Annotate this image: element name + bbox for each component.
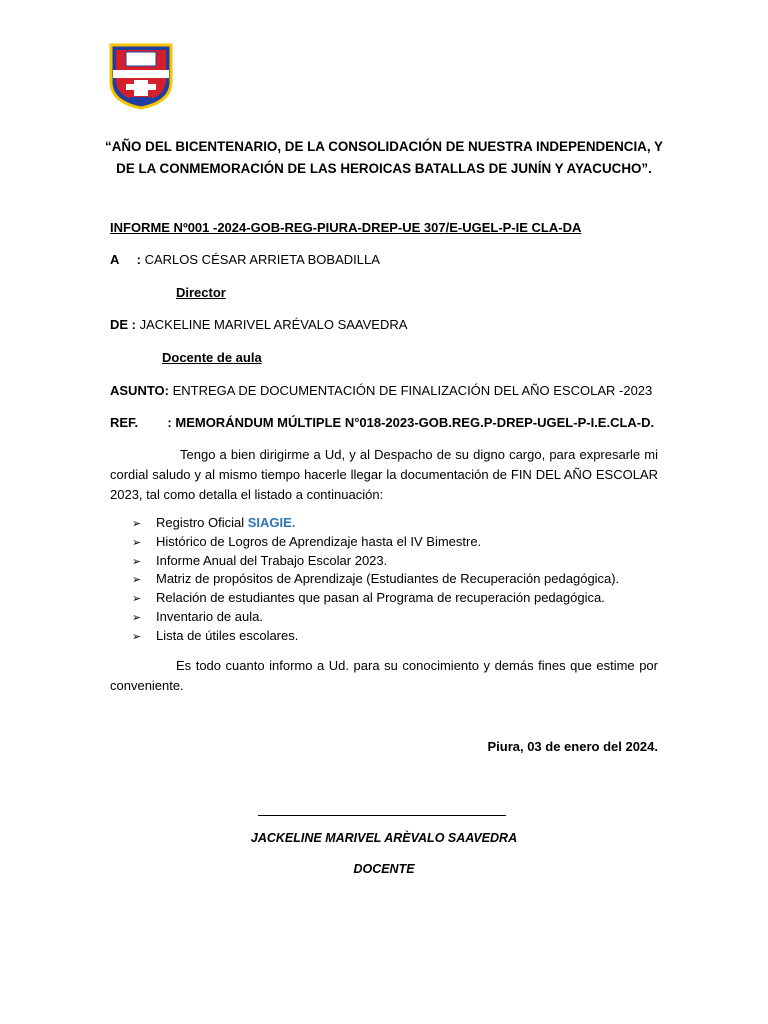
- body-paragraph: [110, 445, 658, 505]
- reference-line: [110, 415, 654, 430]
- motto-line-2: DE LA CONMEMORACIÓN DE LAS HEROICAS BATALLAS DE JUNÍN Y AYACUCHO”.: [116, 161, 652, 176]
- closing-paragraph: [110, 656, 658, 696]
- list-item-text: Informe Anual del Trabajo Escolar 2023.: [156, 552, 388, 568]
- list-item-text: Lista de útiles escolares.: [156, 627, 299, 643]
- arrow-bullet-icon: ➢: [132, 536, 142, 549]
- date-line: Piura, 03 de enero del 2024.: [487, 739, 658, 754]
- school-crest-logo: [108, 42, 174, 110]
- reference-text: : MEMORÁNDUM MÚLTIPLE N°018-2023-GOB.REG.P-DREP-UGEL-P-I.E.CLA-D.: [167, 415, 655, 430]
- list-item: [132, 589, 619, 608]
- list-item: [132, 514, 619, 533]
- list-item: [132, 570, 619, 589]
- addressee-role: Director: [176, 285, 226, 300]
- arrow-bullet-icon: ➢: [132, 630, 142, 643]
- year-motto: [90, 136, 678, 180]
- list-item-text: Histórico de Logros de Aprendizaje hasta el IV Bimestre.: [156, 533, 482, 549]
- addressee-label: A: [110, 252, 120, 267]
- subject-label: ASUNTO:: [110, 383, 169, 398]
- sender-label: DE :: [110, 317, 136, 332]
- arrow-bullet-icon: ➢: [132, 555, 142, 568]
- list-item: [132, 608, 619, 627]
- body-paragraph-text: Tengo a bien dirigirme a Ud, y al Despacho de su digno cargo, para expresarle mi cordial saludo y al mismo tiempo hacerle llegar la documentación de FIN DEL AÑO ESCOLAR 2023, tal como detalla el listado a continuación:: [110, 447, 658, 502]
- document-list: [132, 514, 619, 646]
- list-item: [132, 627, 619, 646]
- list-item: [132, 552, 619, 571]
- sender-role: Docente de aula: [162, 350, 262, 365]
- list-item-text: Registro Oficial: [156, 515, 248, 530]
- siagie-highlight: SIAGIE.: [247, 515, 296, 530]
- sender-line: [110, 317, 407, 332]
- list-item: [132, 533, 619, 552]
- informe-number: INFORME Nº001 -2024-GOB-REG-PIURA-DREP-UE 307/E-UGEL-P-IE CLA-DA: [110, 220, 582, 235]
- list-item-text: Matriz de propósitos de Aprendizaje (Estudiantes de Recuperación pedagógica).: [156, 571, 620, 587]
- list-item-text: Relación de estudiantes que pasan al Programa de recuperación pedagógica.: [156, 590, 605, 606]
- addressee-name: CARLOS CÉSAR ARRIETA BOBADILLA: [144, 252, 380, 267]
- arrow-bullet-icon: ➢: [132, 518, 142, 530]
- motto-line-1: “AÑO DEL BICENTENARIO, DE LA CONSOLIDACIÓN DE NUESTRA INDEPENDENCIA, Y: [105, 139, 663, 154]
- arrow-bullet-icon: ➢: [132, 611, 142, 624]
- signature-name: JACKELINE MARIVEL ARÈVALO SAAVEDRA: [250, 831, 518, 845]
- sender-name: JACKELINE MARIVEL ARÉVALO SAAVEDRA: [139, 317, 408, 332]
- addressee-line: [110, 252, 380, 267]
- signature-line: [258, 815, 506, 816]
- arrow-bullet-icon: ➢: [132, 574, 142, 587]
- subject-text: ENTREGA DE DOCUMENTACIÓN DE FINALIZACIÓN DEL AÑO ESCOLAR -2023: [172, 383, 653, 398]
- list-item-text: Inventario de aula.: [156, 608, 263, 624]
- reference-label: REF.: [110, 415, 139, 430]
- addressee-separator: :: [136, 252, 141, 267]
- signature-role: DOCENTE: [353, 862, 415, 876]
- closing-paragraph-text: Es todo cuanto informo a Ud. para su conocimiento y demás fines que estime por conveniente.: [110, 658, 658, 693]
- subject-line: [110, 383, 652, 398]
- arrow-bullet-icon: ➢: [132, 593, 142, 606]
